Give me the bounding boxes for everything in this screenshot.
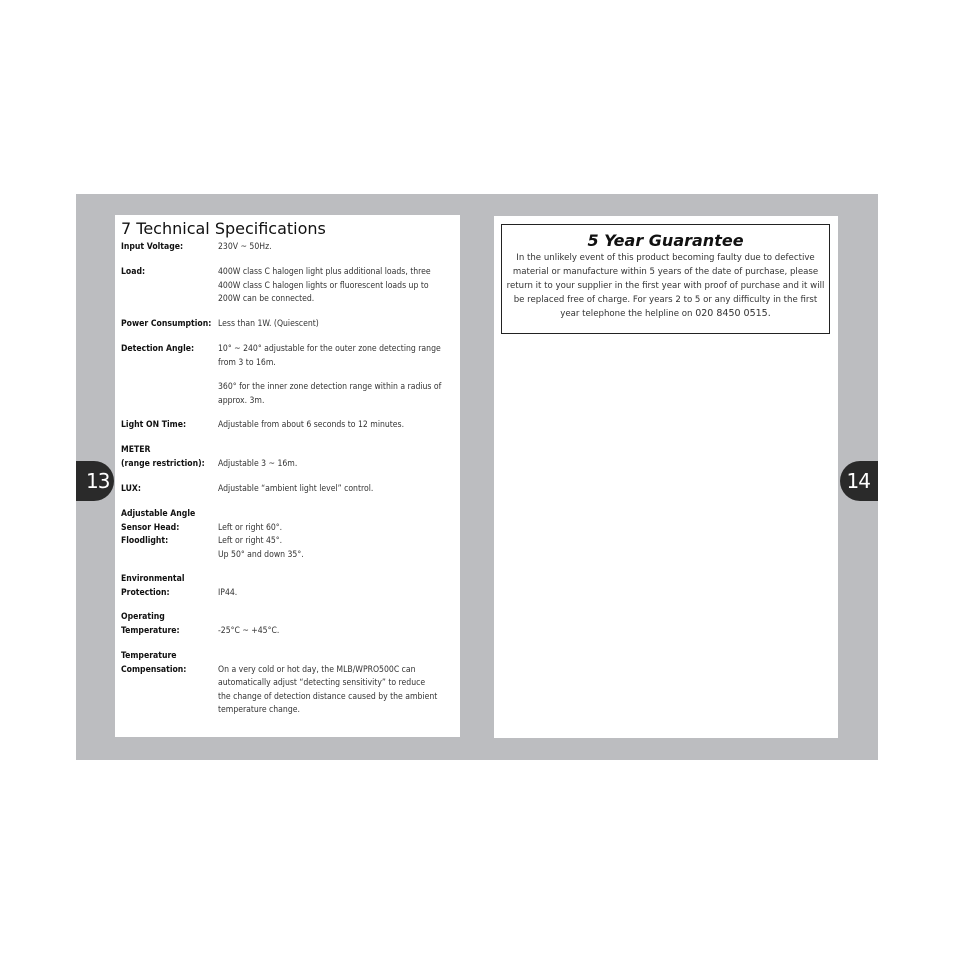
spec-label: Adjustable Angle Sensor Head: Floodlight: — [121, 509, 196, 546]
section-title: 7 Technical Specifications — [121, 219, 326, 238]
spec-value: Left or right 60°. Left or right 45°. Up 50° and down 35°. — [218, 522, 304, 560]
spec-value: Less than 1W. (Quiescent) — [218, 319, 319, 329]
spec-label: METER (range restriction): — [121, 445, 205, 469]
spec-value: Adjustable from about 6 seconds to 12 minutes. — [218, 420, 405, 430]
spec-label: LUX: — [121, 484, 141, 494]
spec-label: Input Voltage: — [121, 242, 184, 252]
guarantee-text: In the unlikely event of this product becoming faulty due to defective material or manufacture within 5 years of the date of purchase, please return it to your supplier in the first year with proof of purchase and it will be replaced free of charge. For years 2 to 5 or any difficulty in the first year telephone the helpline on 020 8450 0515. — [506, 253, 825, 319]
guarantee-box — [501, 224, 830, 334]
spec-label: Light ON Time: — [121, 420, 187, 430]
spec-value: 10° ~ 240° adjustable for the outer zone detecting range from 3 to 16m. 360° for the inner zone detection range within a radius of approx. 3m. — [218, 344, 442, 406]
spec-value: IP44. — [218, 587, 238, 598]
spec-label: Power Consumption: — [121, 319, 212, 329]
spec-label: Detection Angle: — [121, 344, 195, 354]
guarantee-title: 5 Year Guarantee — [587, 231, 744, 250]
spec-value: Adjustable “ambient light level” control. — [218, 484, 374, 494]
helpline-number: 020 8450 0515. — [695, 308, 771, 319]
left-page — [115, 215, 460, 737]
right-page — [494, 216, 838, 738]
spec-value: On a very cold or hot day, the MLB/WPRO500C can automatically adjust “detecting sensitivity” to reduce the change of detection distance caused by the ambient temperature change. — [218, 664, 438, 715]
spec-label: Operating Temperature: — [121, 612, 180, 636]
page-number-tab-right: 14 — [840, 461, 878, 501]
spec-label: Temperature Compensation: — [121, 651, 187, 675]
spec-label: Environmental Protection: — [121, 574, 185, 598]
spec-value: -25°C ~ +45°C. — [218, 625, 280, 636]
spec-label: Load: — [121, 267, 146, 277]
spec-value: 230V ~ 50Hz. — [218, 242, 272, 252]
page-number-tab-left: 13 — [76, 461, 114, 501]
booklet-spread — [76, 194, 878, 760]
spec-value: 400W class C halogen light plus additional loads, three 400W class C halogen lights or fluorescent loads up to 200W can be connected. — [218, 267, 431, 304]
spec-value: Adjustable 3 ~ 16m. — [218, 458, 298, 469]
